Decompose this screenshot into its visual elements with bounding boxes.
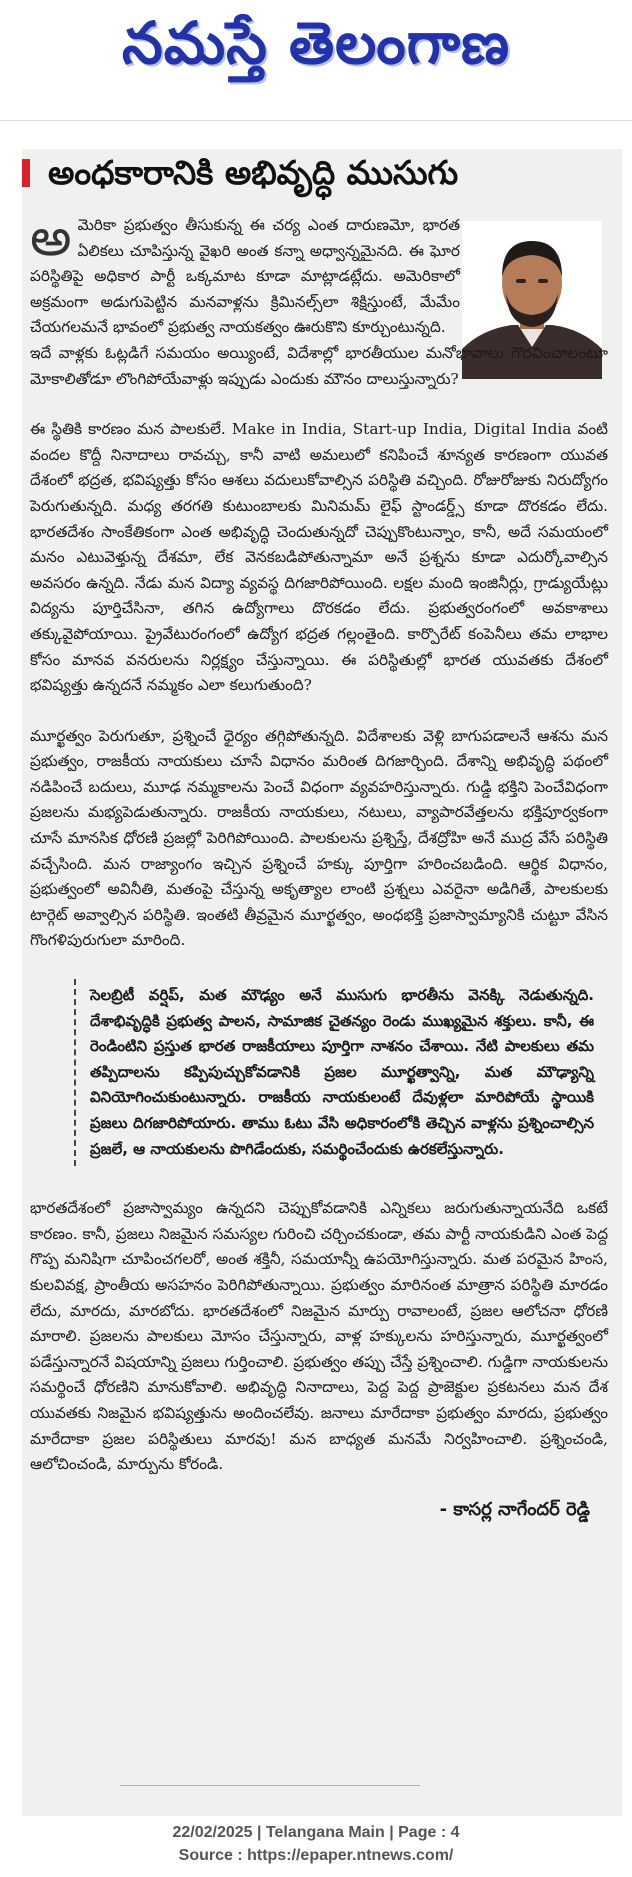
article-headline: అంధకారానికి అభివృద్ధి ముసుగు <box>48 153 459 192</box>
paragraph-1-lead: మెరికా ప్రభుత్వం తీసుకున్న ఈ చర్య ఎంత దారుణమో, భారత ఏలికలు చూపిస్తున్న వైఖరి అంత కన్నా అధ్వాన్నమైనది. ఈ ఘోర పరిస్థితిపై అధికార పార్టీ ఒక్కమాట కూడా మాట్లాడట్లేదు. అమెరికాలో అక్రమంగా అడుగుపెట్టిన మనవాళ్లను క్రిమినల్స్‌లా శిక్షిస్తుంటే, మేమేం చేయగలమనే భావంలో ప్రభుత్వ నాయకత్వం ఊరుకొని కూర్చుంటున్నది. <box>30 216 460 337</box>
headline-row <box>22 149 622 199</box>
footer-date-line: 22/02/2025 | Telangana Main | Page : 4 <box>172 1824 460 1841</box>
pull-quote: సెలబ్రిటీ వర్షిప్, మత మౌఢ్యం అనే ముసుగు భారతీను వెనక్కి నెడుతున్నది. దేశాభివృద్ధికి ప్రభుత్వ పాలన, సామాజిక చైతన్యం రెండు ముఖ్యమైన శక్తులు. కానీ, ఈ రెండింటిని ప్రస్తుత భారత రాజకీయాలు పూర్తిగా నాశనం చేశాయి. నేటి పాలకులు తమ తప్పిదాలను కప్పిపుచ్చుకోవడానికి ప్రజల మూర్ఖత్వాన్ని, మత మౌఢ్యాన్ని వినియోగించుకుంటున్నారు. రాజకీయ నాయకులంటే దేవుళ్లలా మారిపోయే స్థాయికి ప్రజలు దిగజారిపోయారు. తాము ఓటు వేసి అధికారంలోకి తెచ్చిన వాళ్లను ప్రశ్నించాల్సిన ప్రజలే, ఆ నాయకులను పొగిడేందుకు, సమర్థించేందుకు ఉరకలేస్తున్నారు. <box>74 979 608 1166</box>
paragraph-1-tail: ఇదే వాళ్లకు ఓట్లడిగే సమయం అయ్యింటే, విదేశాల్లో భారతీయుల మనోభావాలు గౌరవించాలంటూ మోకాలితోడూ లొంగిపోయేవాళ్లు ఇప్పుడు ఎందుకు మౌనం దాలుస్తున్నారు? <box>30 343 608 388</box>
paragraph-3: మూర్ఖత్వం పెరుగుతూ, ప్రశ్నించే ధైర్యం తగ్గిపోతున్నది. విదేశాలకు వెళ్లి బాగుపడాలనే ఆశను మన ప్రభుత్వం, రాజకీయ నాయకులు చూసే విధానం మరింత దిగజార్చింది. దేశాన్ని అభివృద్ధి పథంలో నడిపించే బదులు, మూఢ నమ్మకాలను పెంచే విధంగా వ్యవహరిస్తున్నారు. గుడ్డి భక్తిని పెంచేవిధంగా ప్రజలను మభ్యపెడుతున్నారు. రాజకీయ నాయకులు, నటులు, వ్యాపారవేత్తలను భక్తిపూర్వకంగా చూసే మానసిక ధోరణి ప్రజల్లో పెరిగిపోయింది. పాలకులను ప్రశ్నిస్తే, దేశద్రోహి అనే ముద్ర వేసే పరిస్థితి వచ్చేసింది. మన రాజ్యాంగం ఇచ్చిన ప్రశ్నించే హక్కు పూర్తిగా హరించబడింది. ఆర్థిక విధానం, ప్రభుత్వంలో అవినీతి, మతంపై చేస్తున్న అకృత్యాల లాంటి ప్రశ్నలు ఎవరైనా అడిగితే, పాలకులకు టార్గెట్ అవ్వాల్సిన పరిస్థితి. ఇంతటి తీవ్రమైన మూర్ఖత్వం, అంధభక్తి ప్రజాస్వామ్యానికి చుట్టూ వేసిన గొంగళిపురుగులా మారింది. <box>30 726 608 950</box>
article-panel <box>22 149 622 1816</box>
paragraph-1 <box>30 208 460 341</box>
author-signature: - కాసర్ల నాగేందర్ రెడ్డి <box>439 1498 590 1520</box>
footer-source-line: Source : https://epaper.ntnews.com/ <box>178 1847 454 1864</box>
article-body <box>30 208 608 1522</box>
footer-divider <box>120 1785 420 1786</box>
masthead <box>0 0 632 121</box>
headline-accent-bar <box>22 159 30 187</box>
drop-cap: అ <box>30 208 72 268</box>
paragraph-2: ఈ స్థితికి కారణం మన పాలకులే. Make in India, Start-up India, Digital India వంటి వందల కొద్దీ నినాదాలు రావచ్చు, కానీ వాటి అమలులో కనిపించే శూన్యత కారణంగా యువత దేశంలో భద్రత, భవిష్యత్తు కోసం ఆశలు వదులుకోవాల్సిన పరిస్థితి వచ్చింది. రోజురోజుకు నిరుద్యోగం పెరుగుతున్నది. మధ్య తరగతి కుటుంబాలకు మినిమమ్ లైఫ్ స్టాండర్డ్స్ కూడా దొరకడం లేదు. భారతదేశం సాంకేతికంగా ఎంత అభివృద్ధి చెందుతున్నదో చెప్పుకొంటున్నాం, కానీ, అదే సమయంలో మనం ఎటువెళ్తున్న దేశమా, లేక వెనకబడిపోతున్నామా అనే ప్రశ్నను కూడా ఎదుర్కోవాల్సిన అవసరం ఉన్నది. నేడు మన విద్యా వ్యవస్థ దిగజారిపోయింది. లక్షల మంది ఇంజినీర్లు, గ్రాడ్యుయేట్లు విద్యను పూర్తిచేసినా, తగిన ఉద్యోగాలు దొరకడం లేదు. ప్రభుత్వరంగంలో అవకాశాలు తక్కువైపోయాయి. ప్రైవేటురంగంలో ఉద్యోగ భద్రత గల్లంతైంది. కార్పొరేట్ కంపెనీలు తమ లాభాల కోసం మానవ వనరులను నిర్లక్ష్యం చేస్తున్నాయి. ఈ పరిస్థితుల్లో భారత యువతకు దేశంలో భవిష్యత్తు ఉన్నదనే నమ్మకం ఎలా కలుగుతుంది? <box>30 420 608 695</box>
newspaper-logo: నమస్తే తెలంగాణ <box>122 9 510 77</box>
paragraph-4: భారతదేశంలో ప్రజాస్వామ్యం ఉన్నదని చెప్పుకోవడానికి ఎన్నికలు జరుగుతున్నాయనేది ఒకటే కారణం. కానీ, ప్రజలు నిజమైన సమస్యల గురించి చర్చించకుండా, తమ పార్టీ నాయకుడిని ఎంత పెద్ద గొప్ప మనిషిగా చూపించగలరో, అంత శక్తినీ, సమయాన్నీ ఉపయోగిస్తున్నారు. మత పరమైన హింస, కులవివక్ష, ప్రాంతీయ అసహనం పెరిగిపోతున్నాయి. ప్రభుత్వం మారినంత మాత్రాన పరిస్థితి మారడం లేదు, మారదు, మారబోదు. భారతదేశంలో నిజమైన మార్పు రావాలంటే, ప్రజల ఆలోచనా ధోరణి మారాలి. ప్రజలను పాలకులు మోసం చేస్తున్నారు, వాళ్ల హక్కులను హరిస్తున్నారు, మూర్ఖత్వంలో పడేస్తున్నారనే విషయాన్ని ప్రజలు గుర్తించాలి. ప్రభుత్వం తప్పు చేస్తే ప్రశ్నించాలి. గుడ్డిగా నాయకులను సమర్థించే ధోరణిని మానుకోవాలి. అభివృద్ధి నినాదాలు, పెద్ద పెద్ద ప్రాజెక్టుల ప్రకటనలు మన దేశ యువతకు నిజమైన భవిష్యత్తును అందించలేవు. జనాలు మారేదాకా ప్రభుత్వం మారదు, ప్రభుత్వం మారేదాకా ప్రజల పరిస్థితులు మారవు! మన బాధ్యత మనమే నిర్వహించాలి. ప్రశ్నించండి, ఆలోచించండి, మార్పును కోరండి. <box>30 1199 608 1474</box>
